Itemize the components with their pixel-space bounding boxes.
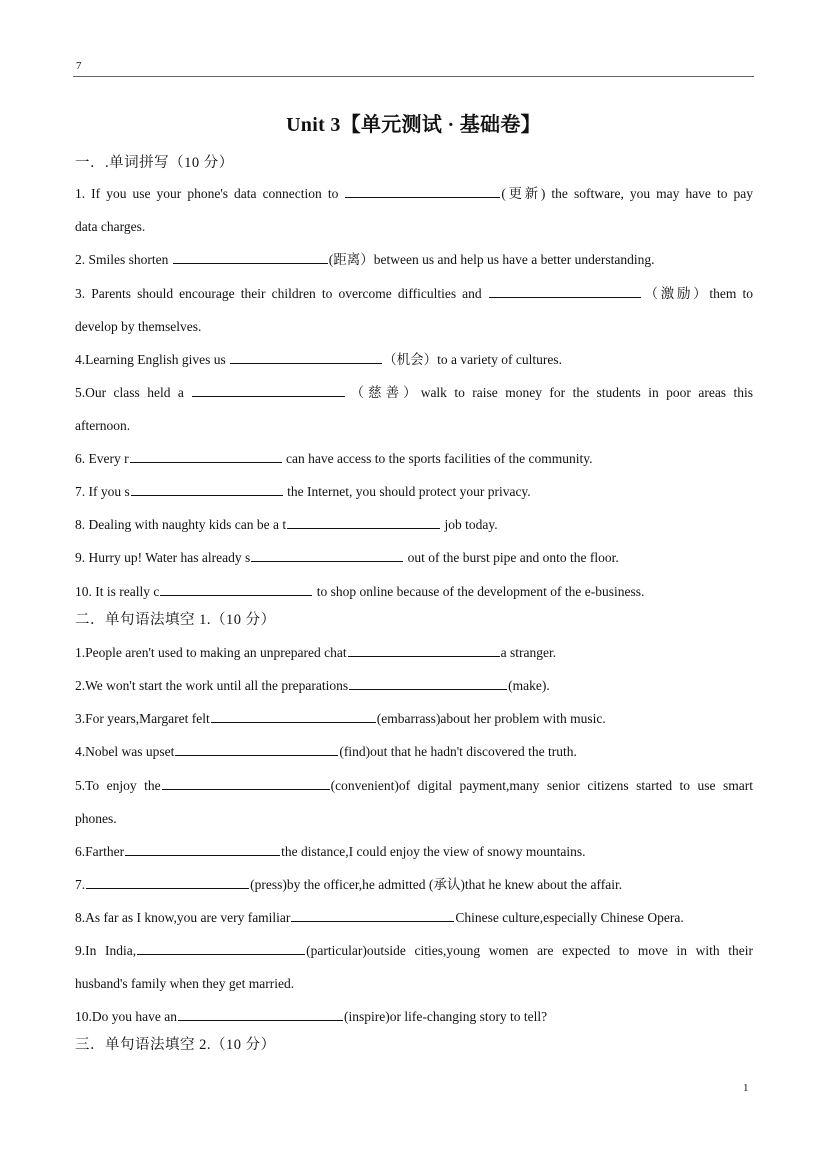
question-1-2: 2. Smiles shorten (距离）between us and help us have a better understanding.: [75, 252, 655, 267]
page-title: Unit 3【单元测试 · 基础卷】: [286, 114, 541, 136]
question-2-4: 4.Nobel was upset (find)out that he hadn't discovered the truth.: [75, 744, 577, 759]
answer-blank[interactable]: [230, 350, 382, 364]
answer-blank[interactable]: [175, 742, 338, 756]
answer-blank[interactable]: [160, 582, 312, 596]
answer-blank[interactable]: [348, 643, 500, 657]
question-2-2: 2.We won't start the work until all the preparations (make).: [75, 678, 550, 693]
question-1-9: 9. Hurry up! Water has already s out of the burst pipe and onto the floor.: [75, 550, 619, 565]
answer-blank[interactable]: [291, 908, 454, 922]
question-2-9: 9.In India, (particular)outside cities,young women are expected to move in with their: [75, 943, 754, 958]
answer-blank[interactable]: [86, 875, 249, 889]
answer-blank[interactable]: [125, 842, 280, 856]
question-1-4: 4.Learning English gives us （机会）to a variety of cultures.: [75, 352, 562, 367]
page-header-number: 7: [76, 60, 82, 72]
answer-blank[interactable]: [489, 284, 641, 298]
answer-blank[interactable]: [130, 449, 282, 463]
question-2-6: 6.Farther the distance,I could enjoy the view of snowy mountains.: [75, 844, 586, 859]
question-1-5-cont: afternoon.: [75, 418, 131, 433]
answer-blank[interactable]: [178, 1007, 343, 1021]
question-1-7: 7. If you s the Internet, you should protect your privacy.: [75, 484, 531, 499]
answer-blank[interactable]: [162, 776, 330, 790]
question-2-5: 5.To enjoy the (convenient)of digital payment,many senior citizens started to use smart: [75, 778, 753, 793]
answer-blank[interactable]: [131, 482, 283, 496]
question-1-10: 10. It is really c to shop online because of the development of the e-business.: [75, 584, 645, 599]
header-rule: [73, 76, 754, 77]
question-1-5: 5.Our class held a （慈善）walk to raise money for the students in poor areas this: [75, 385, 754, 400]
section2-heading: 二．单句语法填空 1.（10 分）: [75, 612, 276, 628]
question-2-1: 1.People aren't used to making an unprepared chat a stranger.: [75, 645, 557, 660]
question-1-3-cont: develop by themselves.: [75, 319, 202, 334]
question-2-10: 10.Do you have an (inspire)or life-changing story to tell?: [75, 1009, 548, 1024]
page-footer-number: 1: [743, 1082, 749, 1094]
question-2-8: 8.As far as I know,you are very familiar Chinese culture,especially Chinese Opera.: [75, 910, 684, 925]
question-2-9-cont: husband's family when they get married.: [75, 976, 295, 991]
question-1-8: 8. Dealing with naughty kids can be a t job today.: [75, 517, 498, 532]
answer-blank[interactable]: [287, 515, 440, 529]
answer-blank[interactable]: [211, 709, 376, 723]
question-2-7: 7. (press)by the officer,he admitted (承认)that he knew about the affair.: [75, 877, 623, 892]
answer-blank[interactable]: [192, 383, 345, 397]
answer-blank[interactable]: [345, 184, 500, 198]
question-1-1: 1. If you use your phone's data connection to (更新) the software, you may have to pay: [75, 186, 754, 201]
question-1-6: 6. Every r can have access to the sports facilities of the community.: [75, 451, 593, 466]
question-1-1-cont: data charges.: [75, 219, 146, 234]
section3-heading: 三．单句语法填空 2.（10 分）: [75, 1037, 276, 1053]
answer-blank[interactable]: [349, 676, 507, 690]
question-2-5-cont: phones.: [75, 811, 117, 826]
question-1-3: 3. Parents should encourage their children to overcome difficulties and （激励）them to: [75, 286, 754, 301]
section1-heading: 一．.单词拼写（10 分）: [75, 155, 234, 171]
answer-blank[interactable]: [137, 941, 305, 955]
answer-blank[interactable]: [251, 548, 403, 562]
question-2-3: 3.For years,Margaret felt (embarrass)about her problem with music.: [75, 711, 606, 726]
answer-blank[interactable]: [173, 250, 328, 264]
